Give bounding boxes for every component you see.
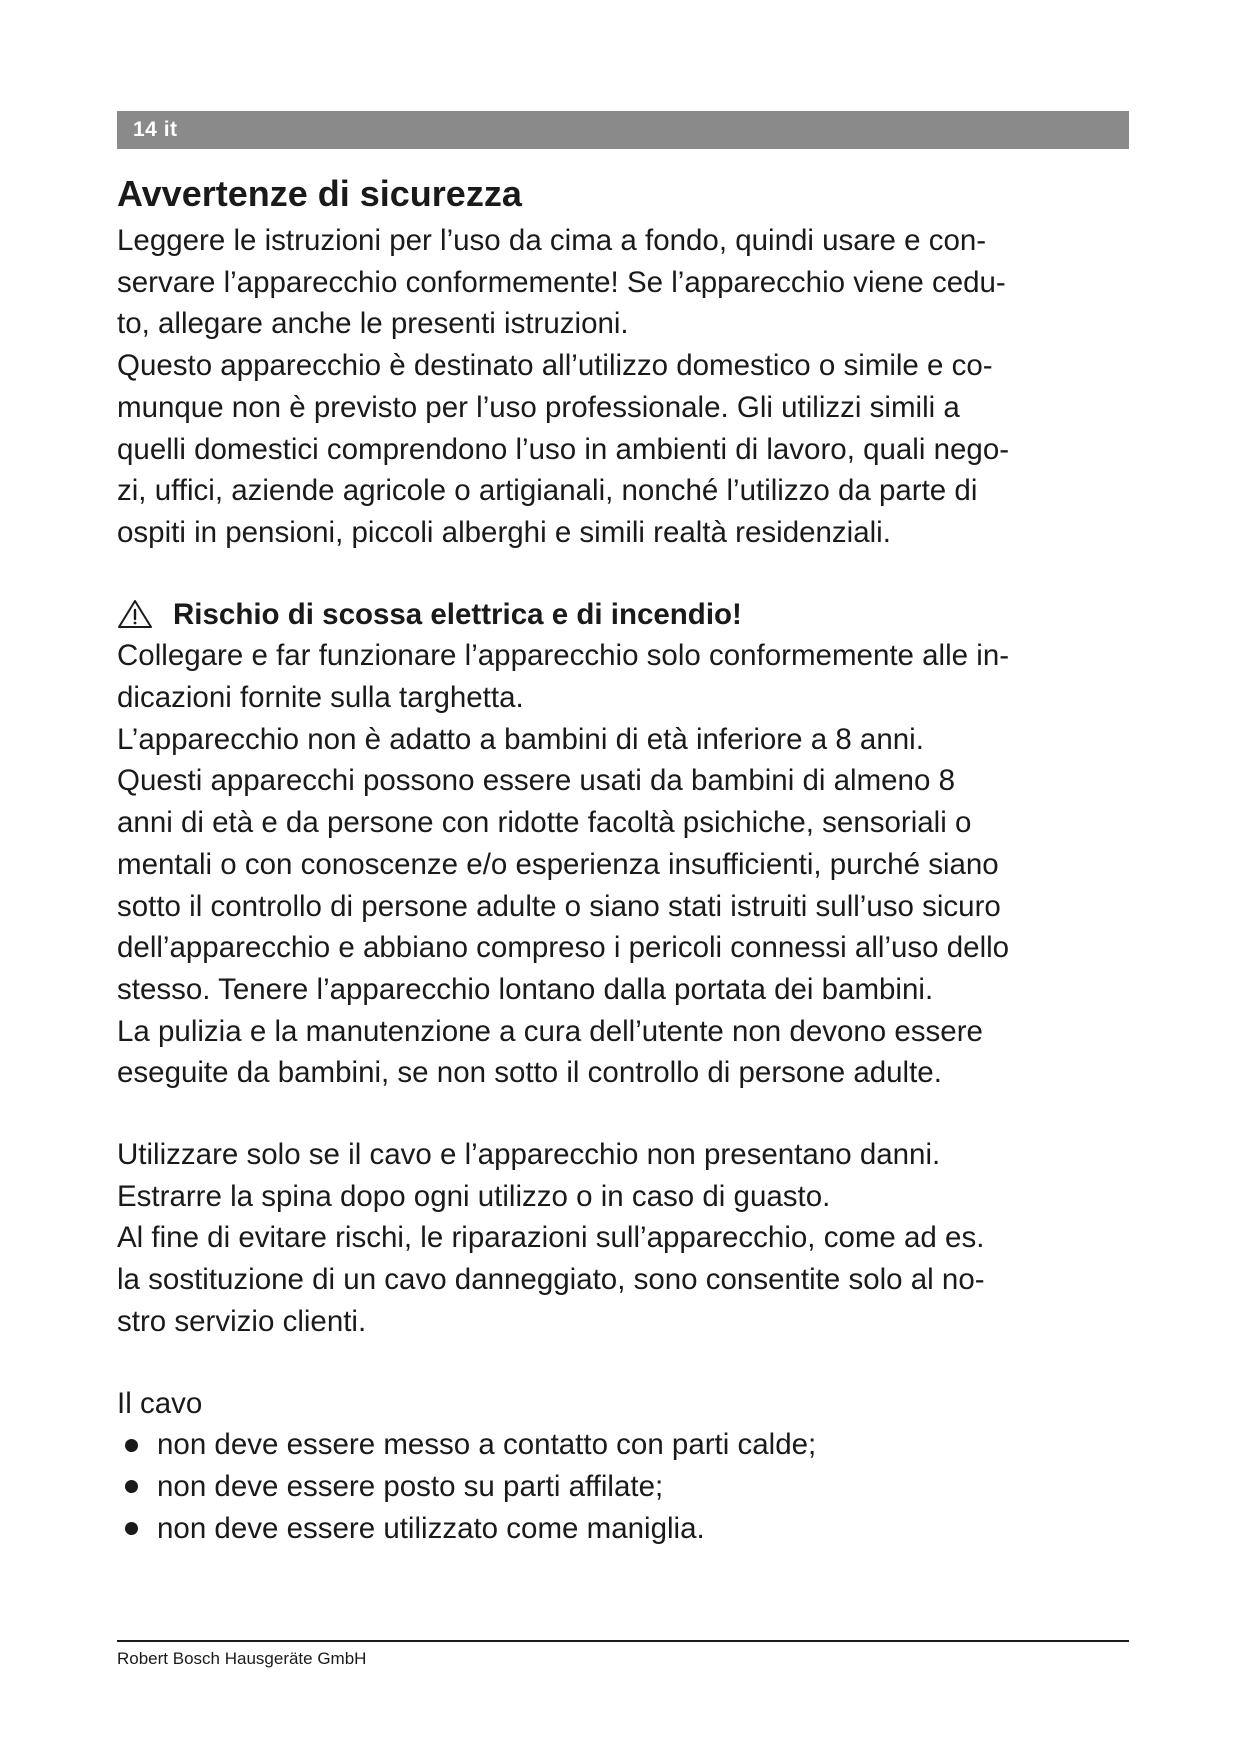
- intro-line: Leggere le istruzioni per l’uso da cima a fondo, quindi usare e con-: [117, 224, 987, 257]
- footer-company: Robert Bosch Hausgeräte GmbH: [117, 1649, 367, 1668]
- warning-heading-text: Rischio di scossa elettrica e di incendio!: [173, 597, 742, 631]
- usage-line: Utilizzare solo se il cavo e l’apparecchio non presentano danni.: [117, 1138, 941, 1172]
- warning-line: L’apparecchio non è adatto a bambini di età inferiore a 8 anni.: [117, 722, 924, 756]
- bullet-icon: [125, 1439, 138, 1452]
- intro-paragraph: [117, 220, 1132, 554]
- list-item-text: non deve essere posto su parti affilate;: [157, 1469, 664, 1503]
- intro-line: to, allegare anche le presenti istruzioni.: [117, 307, 629, 341]
- footer-divider: [117, 1640, 1129, 1642]
- warning-line: sotto il controllo di persone adulte o siano stati istruiti sull’uso sicuro: [117, 889, 1001, 923]
- spacer: [117, 554, 1132, 594]
- page-number-label: 14 it: [133, 118, 178, 141]
- intro-line: servare l’apparecchio conformemente! Se l’apparecchio viene cedu-: [117, 265, 1006, 299]
- cable-intro: Il cavo: [117, 1386, 203, 1420]
- list-item-text: non deve essere utilizzato come maniglia.: [157, 1511, 705, 1545]
- intro-line: ospiti in pensioni, piccoli alberghi e simili realtà residenziali.: [117, 515, 891, 549]
- spacer: [117, 1094, 1132, 1134]
- list-item: [117, 1424, 1132, 1466]
- section-title: Avvertenze di sicurezza: [117, 173, 522, 214]
- warning-heading: [117, 594, 1132, 636]
- usage-line: Al fine di evitare rischi, le riparazioni sull’apparecchio, come ad es.: [117, 1221, 985, 1255]
- warning-paragraph: [117, 635, 1132, 1094]
- usage-line: Estrarre la spina dopo ogni utilizzo o in caso di guasto.: [117, 1179, 831, 1213]
- warning-line: eseguite da bambini, se non sotto il controllo di persone adulte.: [117, 1056, 942, 1090]
- warning-line: anni di età e da persone con ridotte facoltà psichiche, sensoriali o: [117, 806, 972, 840]
- spacer: [117, 1343, 1132, 1383]
- cable-bullet-list: [117, 1424, 1132, 1549]
- page-content: [117, 168, 1132, 1549]
- warning-line: La pulizia e la manutenzione a cura dell’utente non devono essere: [117, 1014, 983, 1048]
- usage-line: la sostituzione di un cavo danneggiato, sono consentite solo al no-: [117, 1263, 985, 1297]
- list-item: [117, 1466, 1132, 1508]
- intro-line: Questo apparecchio è destinato all’utilizzo domestico o simile e co-: [117, 349, 993, 383]
- warning-triangle-icon: [117, 599, 153, 629]
- warning-line: mentali o con conoscenze e/o esperienza insufficienti, purché siano: [117, 847, 999, 881]
- usage-paragraph: [117, 1134, 1132, 1343]
- intro-line: zi, uffici, aziende agricole o artigianali, nonché l’utilizzo da parte di: [117, 474, 978, 508]
- intro-line: munque non è previsto per l’uso professionale. Gli utilizzi simili a: [117, 390, 960, 424]
- warning-line: Collegare e far funzionare l’apparecchio solo conformemente alle in-: [117, 639, 1010, 673]
- bullet-icon: [125, 1522, 138, 1535]
- warning-line: stesso. Tenere l’apparecchio lontano dalla portata dei bambini.: [117, 972, 934, 1006]
- bullet-icon: [125, 1480, 138, 1493]
- warning-line: dicazioni fornite sulla targhetta.: [117, 681, 524, 715]
- usage-line: stro servizio clienti.: [117, 1304, 367, 1338]
- list-item: [117, 1508, 1132, 1550]
- warning-line: Questi apparecchi possono essere usati da bambini di almeno 8: [117, 764, 955, 798]
- intro-line: quelli domestici comprendono l’uso in ambienti di lavoro, quali nego-: [117, 432, 1010, 466]
- page-header-bar: [117, 111, 1129, 149]
- warning-line: dell’apparecchio e abbiano compreso i pericoli connessi all’uso dello: [117, 931, 1010, 965]
- list-item-text: non deve essere messo a contatto con parti calde;: [157, 1428, 817, 1462]
